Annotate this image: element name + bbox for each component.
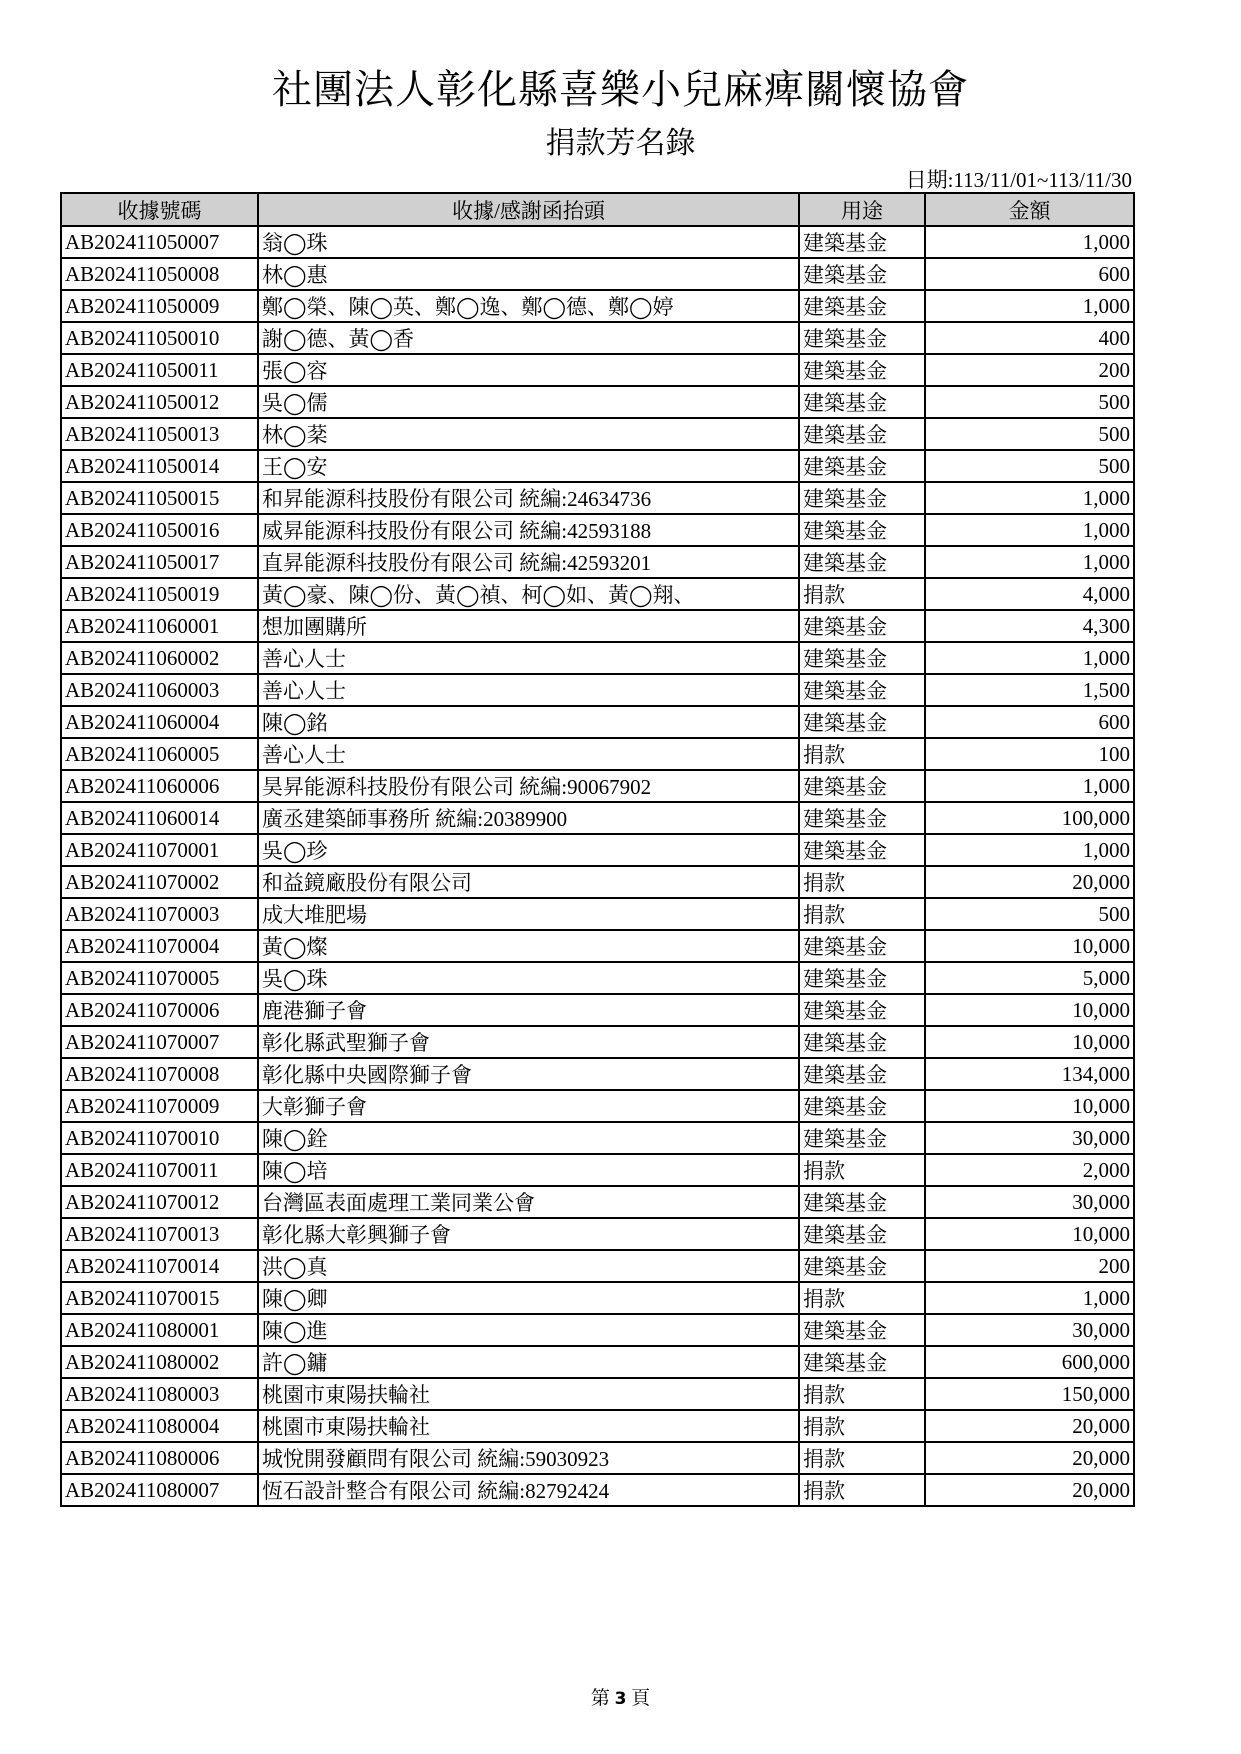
amount-cell: 20,000 xyxy=(925,1442,1134,1474)
receipt-number-cell: AB202411070011 xyxy=(61,1154,258,1186)
receipt-title-cell: 陳◯培 xyxy=(258,1154,799,1186)
receipt-number-cell: AB202411050007 xyxy=(61,226,258,258)
amount-cell: 10,000 xyxy=(925,1090,1134,1122)
receipt-title-cell: 陳◯卿 xyxy=(258,1282,799,1314)
purpose-cell: 建築基金 xyxy=(799,770,925,802)
receipt-number-cell: AB202411070010 xyxy=(61,1122,258,1154)
amount-cell: 134,000 xyxy=(925,1058,1134,1090)
table-row xyxy=(61,930,1134,962)
receipt-title-cell: 謝◯德、黃◯香 xyxy=(258,322,799,354)
table-row xyxy=(61,706,1134,738)
column-header-purpose: 用途 xyxy=(799,193,925,226)
amount-cell: 1,000 xyxy=(925,1282,1134,1314)
table-row xyxy=(61,962,1134,994)
amount-cell: 500 xyxy=(925,450,1134,482)
amount-cell: 1,500 xyxy=(925,674,1134,706)
receipt-title-cell: 廣丞建築師事務所 統編:20389900 xyxy=(258,802,799,834)
receipt-number-cell: AB202411080003 xyxy=(61,1378,258,1410)
amount-cell: 2,000 xyxy=(925,1154,1134,1186)
page-footer xyxy=(0,1683,1241,1710)
purpose-cell: 建築基金 xyxy=(799,514,925,546)
table-row xyxy=(61,546,1134,578)
purpose-cell: 建築基金 xyxy=(799,1250,925,1282)
table-row xyxy=(61,610,1134,642)
receipt-number-cell: AB202411050012 xyxy=(61,386,258,418)
receipt-title-cell: 王◯安 xyxy=(258,450,799,482)
table-row xyxy=(61,802,1134,834)
receipt-number-cell: AB202411050019 xyxy=(61,578,258,610)
receipt-title-cell: 張◯容 xyxy=(258,354,799,386)
purpose-cell: 捐款 xyxy=(799,1474,925,1506)
receipt-number-cell: AB202411070006 xyxy=(61,994,258,1026)
receipt-title-cell: 黃◯燦 xyxy=(258,930,799,962)
purpose-cell: 建築基金 xyxy=(799,290,925,322)
receipt-title-cell: 黃◯豪、陳◯份、黃◯禎、柯◯如、黃◯翔、 xyxy=(258,578,799,610)
purpose-cell: 建築基金 xyxy=(799,258,925,290)
receipt-number-cell: AB202411050013 xyxy=(61,418,258,450)
footer-prefix: 第 xyxy=(590,1688,610,1709)
purpose-cell: 建築基金 xyxy=(799,386,925,418)
receipt-number-cell: AB202411080004 xyxy=(61,1410,258,1442)
receipt-title-cell: 桃園市東陽扶輪社 xyxy=(258,1410,799,1442)
receipt-title-cell: 許◯鏞 xyxy=(258,1346,799,1378)
table-row xyxy=(61,450,1134,482)
table-row xyxy=(61,1026,1134,1058)
table-header-row xyxy=(61,193,1134,226)
purpose-cell: 捐款 xyxy=(799,1154,925,1186)
purpose-cell: 建築基金 xyxy=(799,834,925,866)
receipt-number-cell: AB202411070003 xyxy=(61,898,258,930)
donation-table xyxy=(60,192,1135,1507)
purpose-cell: 建築基金 xyxy=(799,706,925,738)
amount-cell: 5,000 xyxy=(925,962,1134,994)
amount-cell: 600,000 xyxy=(925,1346,1134,1378)
purpose-cell: 建築基金 xyxy=(799,1218,925,1250)
table-row xyxy=(61,258,1134,290)
table-row xyxy=(61,1442,1134,1474)
amount-cell: 10,000 xyxy=(925,1026,1134,1058)
document-title: 社團法人彰化縣喜樂小兒麻痺關懷協會 xyxy=(272,67,969,113)
receipt-title-cell: 彰化縣中央國際獅子會 xyxy=(258,1058,799,1090)
table-row xyxy=(61,1250,1134,1282)
receipt-number-cell: AB202411060004 xyxy=(61,706,258,738)
column-header-receipt-no: 收據號碼 xyxy=(61,193,258,226)
amount-cell: 1,000 xyxy=(925,290,1134,322)
receipt-number-cell: AB202411070015 xyxy=(61,1282,258,1314)
purpose-cell: 建築基金 xyxy=(799,418,925,450)
purpose-cell: 捐款 xyxy=(799,866,925,898)
purpose-cell: 捐款 xyxy=(799,1442,925,1474)
purpose-cell: 建築基金 xyxy=(799,1026,925,1058)
table-row xyxy=(61,386,1134,418)
receipt-number-cell: AB202411050017 xyxy=(61,546,258,578)
table-row xyxy=(61,1474,1134,1506)
receipt-number-cell: AB202411070008 xyxy=(61,1058,258,1090)
receipt-title-cell: 陳◯銓 xyxy=(258,1122,799,1154)
amount-cell: 1,000 xyxy=(925,482,1134,514)
purpose-cell: 建築基金 xyxy=(799,226,925,258)
receipt-number-cell: AB202411080007 xyxy=(61,1474,258,1506)
amount-cell: 1,000 xyxy=(925,226,1134,258)
table-row xyxy=(61,898,1134,930)
table-row xyxy=(61,866,1134,898)
table-row xyxy=(61,418,1134,450)
receipt-number-cell: AB202411060003 xyxy=(61,674,258,706)
receipt-title-cell: 翁◯珠 xyxy=(258,226,799,258)
purpose-cell: 建築基金 xyxy=(799,1186,925,1218)
purpose-cell: 建築基金 xyxy=(799,546,925,578)
receipt-title-cell: 和昇能源科技股份有限公司 統編:24634736 xyxy=(258,482,799,514)
table-row xyxy=(61,226,1134,258)
receipt-title-cell: 彰化縣大彰興獅子會 xyxy=(258,1218,799,1250)
amount-cell: 500 xyxy=(925,418,1134,450)
table-row xyxy=(61,1282,1134,1314)
purpose-cell: 建築基金 xyxy=(799,354,925,386)
amount-cell: 20,000 xyxy=(925,866,1134,898)
amount-cell: 400 xyxy=(925,322,1134,354)
purpose-cell: 建築基金 xyxy=(799,1090,925,1122)
table-row xyxy=(61,994,1134,1026)
purpose-cell: 捐款 xyxy=(799,1410,925,1442)
amount-cell: 30,000 xyxy=(925,1122,1134,1154)
amount-cell: 600 xyxy=(925,258,1134,290)
receipt-title-cell: 鹿港獅子會 xyxy=(258,994,799,1026)
receipt-number-cell: AB202411070001 xyxy=(61,834,258,866)
amount-cell: 200 xyxy=(925,354,1134,386)
amount-cell: 200 xyxy=(925,1250,1134,1282)
receipt-title-cell: 善心人士 xyxy=(258,738,799,770)
amount-cell: 100 xyxy=(925,738,1134,770)
receipt-title-cell: 恆石設計整合有限公司 統編:82792424 xyxy=(258,1474,799,1506)
receipt-title-cell: 陳◯進 xyxy=(258,1314,799,1346)
purpose-cell: 建築基金 xyxy=(799,1314,925,1346)
amount-cell: 1,000 xyxy=(925,546,1134,578)
purpose-cell: 建築基金 xyxy=(799,674,925,706)
table-row xyxy=(61,1058,1134,1090)
receipt-number-cell: AB202411080002 xyxy=(61,1346,258,1378)
table-row xyxy=(61,674,1134,706)
table-row xyxy=(61,1122,1134,1154)
amount-cell: 30,000 xyxy=(925,1314,1134,1346)
table-row xyxy=(61,1186,1134,1218)
table-row xyxy=(61,482,1134,514)
receipt-title-cell: 善心人士 xyxy=(258,642,799,674)
receipt-title-cell: 吳◯珍 xyxy=(258,834,799,866)
amount-cell: 100,000 xyxy=(925,802,1134,834)
receipt-title-cell: 桃園市東陽扶輪社 xyxy=(258,1378,799,1410)
receipt-title-cell: 洪◯真 xyxy=(258,1250,799,1282)
receipt-number-cell: AB202411070004 xyxy=(61,930,258,962)
receipt-title-cell: 威昇能源科技股份有限公司 統編:42593188 xyxy=(258,514,799,546)
table-row xyxy=(61,290,1134,322)
purpose-cell: 建築基金 xyxy=(799,482,925,514)
receipt-number-cell: AB202411050008 xyxy=(61,258,258,290)
amount-cell: 20,000 xyxy=(925,1474,1134,1506)
amount-cell: 30,000 xyxy=(925,1186,1134,1218)
amount-cell: 10,000 xyxy=(925,930,1134,962)
receipt-number-cell: AB202411070002 xyxy=(61,866,258,898)
receipt-title-cell: 和益鏡廠股份有限公司 xyxy=(258,866,799,898)
receipt-title-cell: 林◯惠 xyxy=(258,258,799,290)
amount-cell: 4,000 xyxy=(925,578,1134,610)
table-row xyxy=(61,1090,1134,1122)
table-row xyxy=(61,1314,1134,1346)
amount-cell: 600 xyxy=(925,706,1134,738)
receipt-title-cell: 彰化縣武聖獅子會 xyxy=(258,1026,799,1058)
amount-cell: 1,000 xyxy=(925,642,1134,674)
amount-cell: 1,000 xyxy=(925,834,1134,866)
receipt-number-cell: AB202411050015 xyxy=(61,482,258,514)
amount-cell: 150,000 xyxy=(925,1378,1134,1410)
receipt-title-cell: 直昇能源科技股份有限公司 統編:42593201 xyxy=(258,546,799,578)
receipt-title-cell: 吳◯珠 xyxy=(258,962,799,994)
receipt-number-cell: AB202411050016 xyxy=(61,514,258,546)
amount-cell: 20,000 xyxy=(925,1410,1134,1442)
purpose-cell: 建築基金 xyxy=(799,1122,925,1154)
receipt-title-cell: 大彰獅子會 xyxy=(258,1090,799,1122)
purpose-cell: 建築基金 xyxy=(799,642,925,674)
document-subtitle: 捐款芳名錄 xyxy=(545,126,696,161)
table-row xyxy=(61,322,1134,354)
amount-cell: 500 xyxy=(925,386,1134,418)
table-row xyxy=(61,1154,1134,1186)
receipt-number-cell: AB202411050014 xyxy=(61,450,258,482)
table-row xyxy=(61,770,1134,802)
receipt-number-cell: AB202411070014 xyxy=(61,1250,258,1282)
receipt-title-cell: 城悅開發顧問有限公司 統編:59030923 xyxy=(258,1442,799,1474)
table-row xyxy=(61,738,1134,770)
purpose-cell: 捐款 xyxy=(799,1282,925,1314)
footer-suffix: 頁 xyxy=(631,1688,651,1709)
purpose-cell: 建築基金 xyxy=(799,450,925,482)
receipt-title-cell: 台灣區表面處理工業同業公會 xyxy=(258,1186,799,1218)
receipt-number-cell: AB202411060001 xyxy=(61,610,258,642)
receipt-number-cell: AB202411060002 xyxy=(61,642,258,674)
purpose-cell: 捐款 xyxy=(799,898,925,930)
amount-cell: 1,000 xyxy=(925,770,1134,802)
purpose-cell: 建築基金 xyxy=(799,1058,925,1090)
receipt-number-cell: AB202411060006 xyxy=(61,770,258,802)
receipt-number-cell: AB202411070012 xyxy=(61,1186,258,1218)
purpose-cell: 建築基金 xyxy=(799,962,925,994)
amount-cell: 4,300 xyxy=(925,610,1134,642)
purpose-cell: 捐款 xyxy=(799,738,925,770)
receipt-title-cell: 林◯棻 xyxy=(258,418,799,450)
receipt-title-cell: 昊昇能源科技股份有限公司 統編:90067902 xyxy=(258,770,799,802)
purpose-cell: 捐款 xyxy=(799,1378,925,1410)
purpose-cell: 建築基金 xyxy=(799,610,925,642)
amount-cell: 10,000 xyxy=(925,994,1134,1026)
purpose-cell: 捐款 xyxy=(799,578,925,610)
receipt-number-cell: AB202411070009 xyxy=(61,1090,258,1122)
column-header-receipt-title: 收據/感謝函抬頭 xyxy=(258,193,799,226)
receipt-number-cell: AB202411060005 xyxy=(61,738,258,770)
receipt-title-cell: 鄭◯榮、陳◯英、鄭◯逸、鄭◯德、鄭◯婷 xyxy=(258,290,799,322)
receipt-number-cell: AB202411070007 xyxy=(61,1026,258,1058)
date-range: 日期:113/11/01~113/11/30 xyxy=(905,168,1132,192)
receipt-number-cell: AB202411070013 xyxy=(61,1218,258,1250)
receipt-title-cell: 想加團購所 xyxy=(258,610,799,642)
purpose-cell: 建築基金 xyxy=(799,1346,925,1378)
receipt-title-cell: 成大堆肥場 xyxy=(258,898,799,930)
amount-cell: 10,000 xyxy=(925,1218,1134,1250)
amount-cell: 1,000 xyxy=(925,514,1134,546)
table-row xyxy=(61,1346,1134,1378)
receipt-number-cell: AB202411080006 xyxy=(61,1442,258,1474)
table-row xyxy=(61,642,1134,674)
receipt-title-cell: 陳◯銘 xyxy=(258,706,799,738)
table-row xyxy=(61,578,1134,610)
receipt-number-cell: AB202411080001 xyxy=(61,1314,258,1346)
amount-cell: 500 xyxy=(925,898,1134,930)
receipt-number-cell: AB202411070005 xyxy=(61,962,258,994)
table-row xyxy=(61,1410,1134,1442)
table-row xyxy=(61,1218,1134,1250)
receipt-number-cell: AB202411050009 xyxy=(61,290,258,322)
receipt-title-cell: 善心人士 xyxy=(258,674,799,706)
purpose-cell: 建築基金 xyxy=(799,930,925,962)
receipt-number-cell: AB202411050011 xyxy=(61,354,258,386)
purpose-cell: 建築基金 xyxy=(799,802,925,834)
table-row xyxy=(61,1378,1134,1410)
table-row xyxy=(61,354,1134,386)
table-body xyxy=(61,226,1134,1506)
receipt-number-cell: AB202411060014 xyxy=(61,802,258,834)
receipt-title-cell: 吳◯儒 xyxy=(258,386,799,418)
table-row xyxy=(61,514,1134,546)
receipt-number-cell: AB202411050010 xyxy=(61,322,258,354)
table-row xyxy=(61,834,1134,866)
column-header-amount: 金額 xyxy=(925,193,1134,226)
page-number: 3 xyxy=(614,1689,627,1709)
purpose-cell: 建築基金 xyxy=(799,994,925,1026)
purpose-cell: 建築基金 xyxy=(799,322,925,354)
